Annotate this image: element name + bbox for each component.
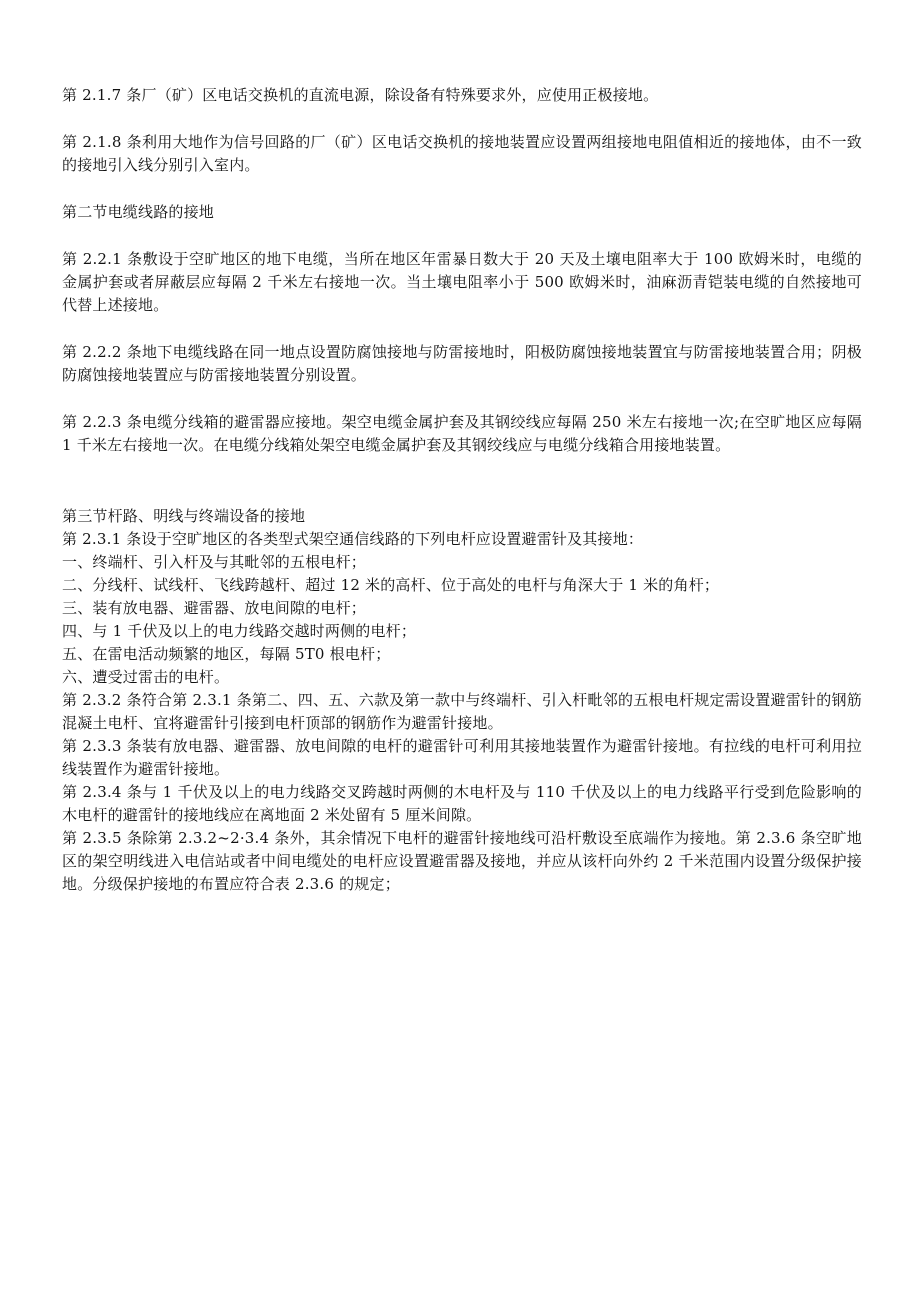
list-item-1: 一、终端杆、引入杆及与其毗邻的五根电杆； — [62, 553, 367, 571]
clause-2-1-7: 第 2.1.7 条厂（矿）区电话交换机的直流电源，除设备有特殊要求外，应使用正极接地。 — [62, 86, 659, 104]
clause-2-3-2: 第 2.3.2 条符合第 2.3.1 条第二、四、五、六款及第一款中与终端杆、引入杆毗邻的五根电杆规定需设置避雷针的钢筋混凝土电杆、宜将避雷针引接到电杆顶部的钢筋作为避雷针接地。 — [62, 691, 862, 732]
clause-2-2-1: 第 2.2.1 条敷设于空旷地区的地下电缆，当所在地区年雷暴日数大于 20 天及土壤电阻率大于 100 欧姆米时，电缆的金属护套或者屏蔽层应每隔 2 千米左右接地一次。当土壤电阻率小于 500 欧姆米时，油麻沥青铠装电缆的自然接地可代替上述接地。 — [62, 250, 862, 314]
list-item-5: 五、在雷电活动频繁的地区，每隔 5T0 根电杆； — [62, 645, 391, 663]
list-item-2: 二、分线杆、试线杆、飞线跨越杆、超过 12 米的高杆、位于高处的电杆与角深大于 1 米的角杆； — [62, 576, 720, 594]
clause-2-3-3: 第 2.3.3 条装有放电器、避雷器、放电间隙的电杆的避雷针可利用其接地装置作为避雷针接地。有拉线的电杆可利用拉线装置作为避雷针接地。 — [62, 737, 862, 778]
list-item-4: 四、与 1 千伏及以上的电力线路交越时两侧的电杆； — [62, 622, 417, 640]
list-item-3: 三、装有放电器、避雷器、放电间隙的电杆； — [62, 599, 367, 617]
section-3-heading: 第三节杆路、明线与终端设备的接地 — [62, 507, 306, 525]
section-2-heading: 第二节电缆线路的接地 — [62, 203, 215, 221]
document-body — [62, 84, 862, 896]
clause-2-2-3: 第 2.2.3 条电缆分线箱的避雷器应接地。架空电缆金属护套及其钢绞线应每隔 250 米左右接地一次;在空旷地区应每隔 1 千米左右接地一次。在电缆分线箱处架空电缆金属护套及其钢绞线应与电缆分线箱合用接地装置。 — [62, 413, 862, 454]
clause-2-1-8: 第 2.1.8 条利用大地作为信号回路的厂（矿）区电话交换机的接地装置应设置两组接地电阻值相近的接地体，由不一致的接地引入线分别引入室内。 — [62, 133, 862, 174]
clause-2-3-4: 第 2.3.4 条与 1 千伏及以上的电力线路交叉跨越时两侧的木电杆及与 110 千伏及以上的电力线路平行受到危险影响的木电杆的避雷针的接地线应在离地面 2 米处留有 5 厘米间隙。 — [62, 783, 862, 824]
list-item-6: 六、遭受过雷击的电杆。 — [62, 668, 230, 686]
clause-2-3-1: 第 2.3.1 条设于空旷地区的各类型式架空通信线路的下列电杆应设置避雷针及其接地： — [62, 530, 644, 548]
clause-2-2-2: 第 2.2.2 条地下电缆线路在同一地点设置防腐蚀接地与防雷接地时，阳极防腐蚀接地装置宜与防雷接地装置合用；阴极防腐蚀接地装置应与防雷接地装置分别设置。 — [62, 343, 862, 384]
clause-2-3-5: 第 2.3.5 条除第 2.3.2~2·3.4 条外，其余情况下电杆的避雷针接地线可沿杆敷设至底端作为接地。第 2.3.6 条空旷地区的架空明线进入电信站或者中间电缆处的电杆应设置避雷器及接地，并应从该杆向外约 2 千米范围内设置分级保护接地。分级保护接地的布置应符合表 2.3.6 的规定； — [62, 829, 862, 893]
